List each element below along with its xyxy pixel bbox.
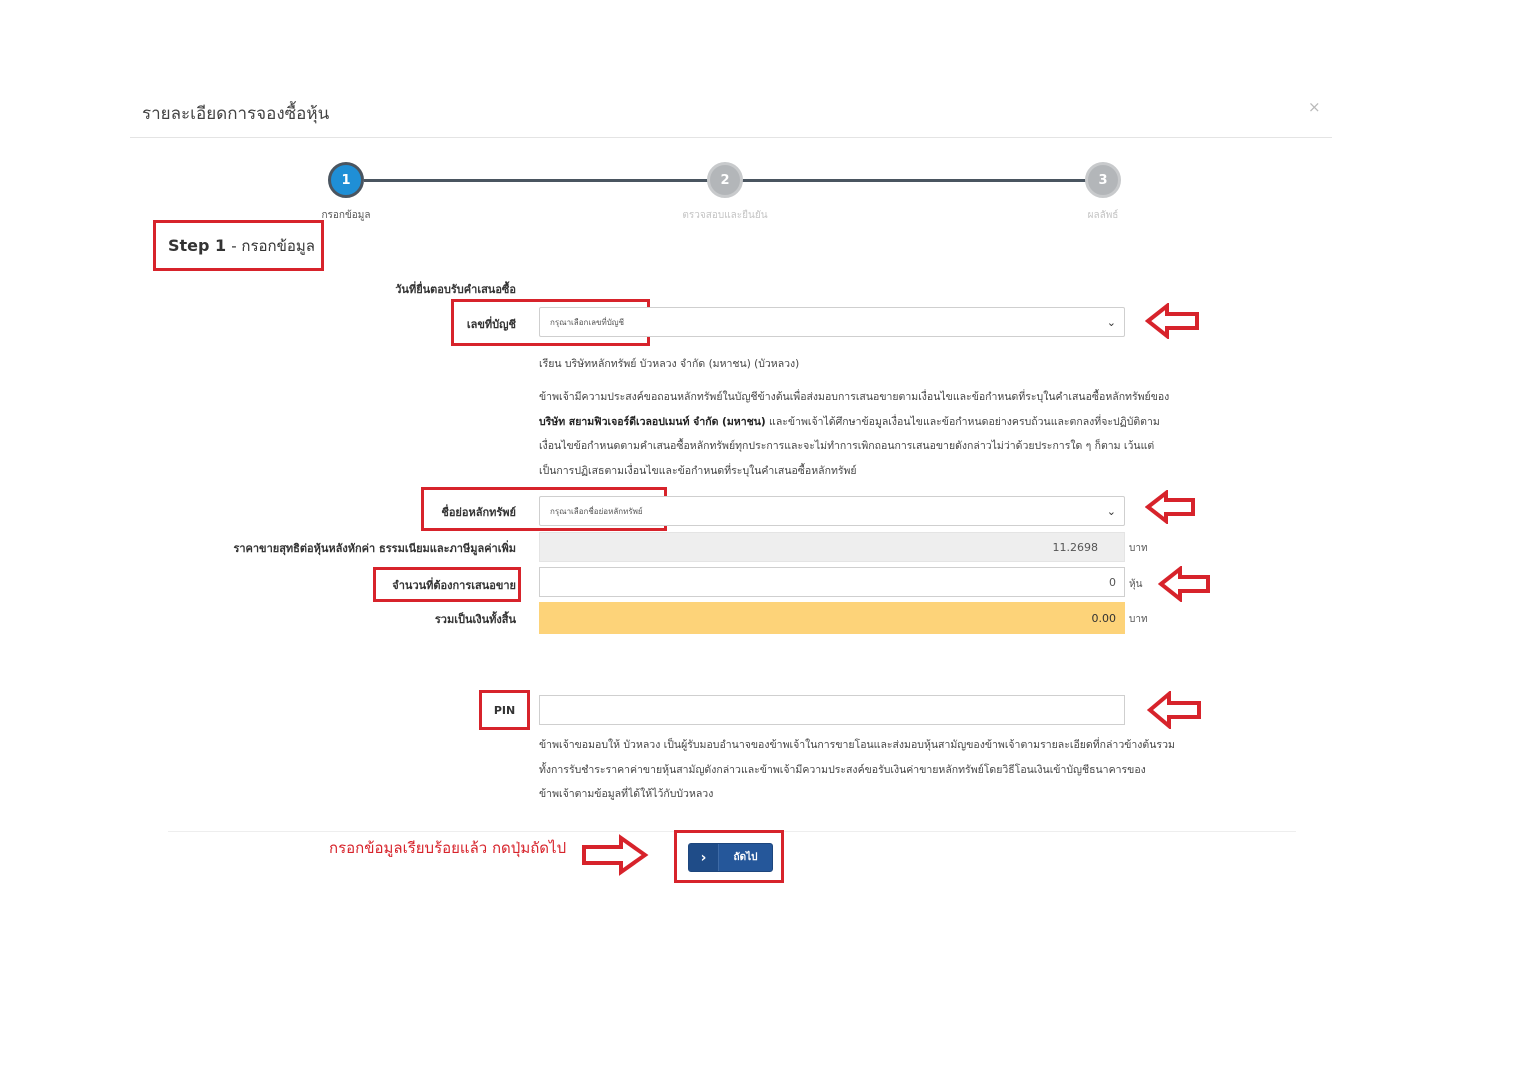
net-price-field: 11.2698: [539, 532, 1125, 562]
account-select-placeholder: กรุณาเลือกเลขที่บัญชี: [550, 317, 625, 327]
pin-label: PIN: [493, 703, 516, 717]
hint-text: กรอกข้อมูลเรียบร้อยแล้ว กดปุ่มถัดไป: [329, 839, 567, 857]
quantity-unit: หุ้น: [1129, 579, 1143, 590]
left-arrow-icon: [1145, 490, 1197, 524]
terms-part-1: ข้าพเจ้ามีความประสงค์ขอถอนหลักทรัพย์ในบัญชีข้างต้นเพื่อส่งมอบการเสนอขายตามเงื่อนไขและข้อกำหนดที่ระบุในคำเสนอซื้อหลักทรัพย์ของ: [539, 391, 1170, 403]
step-heading-number: Step 1: [168, 236, 227, 255]
pin-highlight: [479, 690, 530, 730]
salutation-text: เรียน บริษัทหลักทรัพย์ บัวหลวง จำกัด (มหาชน) (บัวหลวง): [539, 358, 800, 370]
modal-title: รายละเอียดการจองซื้อหุ้น: [142, 104, 330, 124]
left-arrow-icon: [1158, 566, 1212, 602]
step-2-label: ตรวจสอบและยืนยัน: [682, 210, 768, 221]
account-label: เลขที่บัญชี: [466, 318, 516, 331]
authorization-text: ข้าพเจ้าขอมอบให้ บัวหลวง เป็นผู้รับมอบอำนาจของข้าพเจ้าในการขายโอนและส่งมอบหุ้นสามัญของข้าพเจ้าตามรายละเอียดที่กล่าวข้างต้นรวมทั้งการรับชำระราคาค่าขายหุ้นสามัญดังกล่าวและข้าพเจ้ามีความประสงค์ขอรับเงินค่าขายหลักทรัพย์โดยวิธีโอนเงินเข้าบัญชีธนาคารของข้าพเจ้าตามข้อมูลที่ได้ให้ไว้กับบัวหลวง: [539, 739, 1175, 800]
terms-company: บริษัท สยามฟิวเจอร์ดีเวลอปเมนท์ จำกัด (มหาชน): [539, 415, 766, 428]
total-label: รวมเป็นเงินทั้งสิ้น: [434, 613, 516, 626]
symbol-label: ชื่อย่อหลักทรัพย์: [441, 506, 516, 519]
step-connector-1: [364, 179, 708, 182]
next-button-label: ถัดไป: [733, 852, 758, 863]
chevron-down-icon: ⌄: [1106, 505, 1116, 518]
account-select[interactable]: [539, 307, 1125, 337]
total-unit: บาท: [1129, 614, 1148, 625]
step-3-label: ผลลัพธ์: [1087, 210, 1119, 221]
symbol-select[interactable]: [539, 496, 1125, 526]
quantity-input[interactable]: 0: [539, 567, 1125, 597]
date-label: วันที่ยื่นตอบรับคำเสนอซื้อ: [395, 283, 516, 296]
net-price-unit: บาท: [1129, 543, 1148, 554]
chevron-down-icon: ⌄: [1106, 316, 1116, 329]
terms-statement: [539, 385, 1175, 483]
step-heading: [153, 220, 324, 271]
step-connector-2: [742, 179, 1086, 182]
right-arrow-icon: [581, 834, 649, 876]
close-icon[interactable]: ×: [1308, 98, 1321, 116]
quantity-label: จำนวนที่ต้องการเสนอขาย: [392, 579, 516, 592]
header-divider: [130, 137, 1332, 138]
symbol-select-placeholder: กรุณาเลือกชื่อย่อหลักทรัพย์: [550, 506, 643, 516]
pin-input[interactable]: [539, 695, 1125, 725]
terms-part-2: และข้าพเจ้าได้ศึกษาข้อมูลเงื่อนไขและข้อกำหนดอย่างครบถ้วนและตกลงที่จะปฏิบัติตามเงื่อนไขข้อกำหนดตามคำเสนอซื้อหลักทรัพย์ทุกประการและจะไม่ทำการเพิกถอนการเสนอขายดังกล่าวไม่ว่าด้วยประการใด ๆ ก็ตาม เว้นแต่เป็นการปฏิเสธตามเงื่อนไขและข้อกำหนดที่ระบุในคำเสนอซื้อหลักทรัพย์: [539, 415, 1160, 477]
chevron-right-icon: ›: [689, 844, 719, 871]
total-field: 0.00: [539, 602, 1125, 634]
left-arrow-icon: [1147, 691, 1203, 729]
step-1-label: กรอกข้อมูล: [321, 210, 371, 221]
step-1-circle: 1: [328, 162, 364, 198]
next-button[interactable]: [688, 843, 773, 872]
left-arrow-icon: [1145, 303, 1201, 339]
net-price-label: ราคาขายสุทธิต่อหุ้นหลังหักค่า ธรรมเนียมและภาษีมูลค่าเพิ่ม: [233, 542, 516, 555]
step-2-circle: 2: [707, 162, 743, 198]
step-3-circle: 3: [1085, 162, 1121, 198]
step-heading-text: - กรอกข้อมูล: [231, 236, 315, 255]
